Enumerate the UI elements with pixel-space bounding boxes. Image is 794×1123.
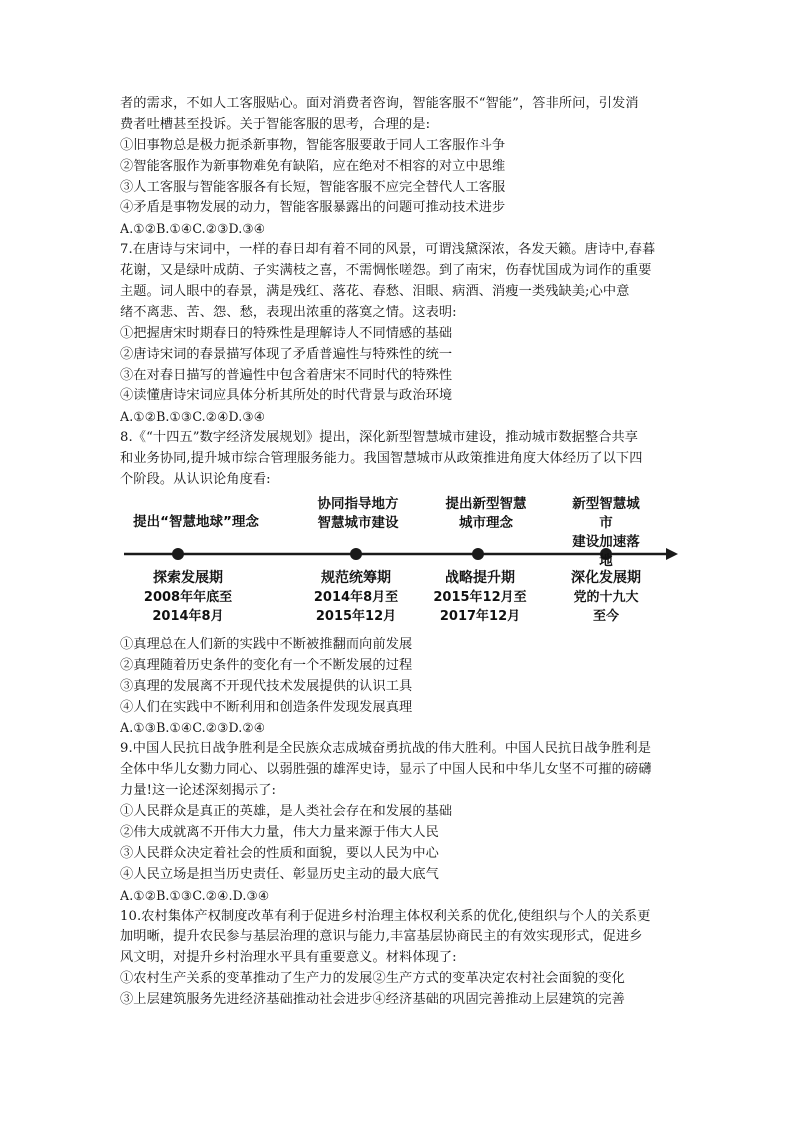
q8-option-3: ③真理的发展离不开现代技术发展提供的认识工具	[120, 678, 413, 694]
question-10	[120, 907, 680, 1011]
q9-answer-choices: A.①②B.①③C.②④.D.③④	[120, 887, 270, 903]
stage-2-date-line: 2014年8月至	[313, 589, 399, 605]
q10-options-row-1: ①农村生产关系的变革推动了生产力的发展②生产方式的变革决定农村社会面貌的变化	[120, 971, 625, 987]
timeline-stage-3-period	[433, 569, 526, 626]
stage-1-period-name: 探索发展期	[153, 569, 223, 586]
timeline-arrow-head	[666, 548, 678, 560]
q6-option-4: ④矛盾是事物发展的动力，智能客服暴露出的问题可推动技术进步	[120, 200, 506, 216]
q9-option-3: ③人民群众决定着社会的性质和面貌，要以人民为中心	[120, 845, 439, 861]
q9-stem-line: 9.中国人民抗日战争胜利是全民族众志成城奋勇抗战的伟大胜利。中国人民抗日战争胜利是	[120, 741, 651, 757]
q8-option-2: ②真理随着历史条件的变化有一个不断发展的过程	[120, 657, 413, 673]
question-6-continuation	[120, 94, 680, 240]
page-content	[120, 94, 680, 1011]
q6-line: 费者吐槽甚至投诉。关于智能客服的思考，合理的是:	[120, 116, 431, 132]
q7-option-1: ①把握唐宋时期春日的特殊性是理解诗人不同情感的基础	[120, 325, 453, 341]
q8-stem-line: 个阶段。从认识论角度看:	[120, 472, 271, 488]
q7-option-4: ④读懂唐诗宋词应具体分析其所处的时代背景与政治环境	[120, 388, 453, 404]
q6-option-2: ②智能客服作为新事物难免有缺陷，应在绝对不相容的对立中思维	[120, 158, 506, 174]
stage-2-event-line: 智慧城市建设	[317, 514, 399, 531]
q8-stem-line: 和业务协同,提升城市综合管理服务能力。我国智慧城市从政策推进角度大体经历了以下四	[120, 451, 643, 467]
stage-4-event-line: 新型智慧城市	[572, 495, 640, 531]
question-7	[120, 240, 680, 428]
q9-stem-line: 力量!这一论述深刻揭示了:	[120, 783, 277, 799]
stage-1-date-line: 2008年年底至	[143, 589, 233, 605]
q7-answer-choices: A.①②B.①③C.②④D.③④	[120, 409, 266, 425]
stage-4-period-name: 深化发展期	[571, 569, 641, 586]
stage-3-date-line: 2015年12月至	[433, 589, 527, 605]
stage-2-date-line: 2015年12月	[315, 608, 397, 624]
q8-stem-line: 8.《“十四五”数字经济发展规划》提出，深化新型智慧城市建设，推动城市数据整合共享	[120, 430, 639, 446]
q9-option-4: ④人民立场是担当历史责任、彰显历史主动的最大底气	[120, 866, 439, 882]
stage-3-period-name: 战略提升期	[445, 569, 515, 586]
q6-option-1: ①旧事物总是极力扼杀新事物，智能客服要敢于同人工客服作斗争	[120, 137, 506, 153]
timeline-stage-4-period	[569, 569, 643, 626]
timeline-stage-4-event	[569, 495, 643, 571]
smart-city-timeline	[120, 493, 680, 631]
timeline-stage-3-event	[446, 495, 527, 533]
q7-stem-line: 7.在唐诗与宋词中，一样的春日却有着不同的风景，可谓浅黛深浓，各发天籁。唐诗中,春暮	[120, 242, 656, 258]
stage-1-event-line: 提出“智慧地球”理念	[133, 513, 259, 530]
q10-stem-line: 10.农村集体产权制度改革有利于促进乡村治理主体权利关系的优化,使组织与个人的关系更	[120, 908, 651, 924]
stage-4-date-line: 党的十九大至今	[573, 589, 639, 624]
timeline-stage-1-event	[133, 513, 259, 532]
timeline-node-1	[172, 548, 184, 560]
stage-2-period-name: 规范统筹期	[320, 569, 391, 586]
q7-option-2: ②唐诗宋词的春景描写体现了矛盾普遍性与特殊性的统一	[120, 346, 453, 362]
stage-4-event-line: 建设加速落地	[572, 533, 640, 569]
q10-options-row-2: ③上层建筑服务先进经济基础推动社会进步④经济基础的巩固完善推动上层建筑的完善	[120, 992, 625, 1008]
q8-option-1: ①真理总在人们新的实践中不断被推翻而向前发展	[120, 636, 413, 652]
q6-line: 者的需求，不如人工客服贴心。面对消费者咨询，智能客服不“智能”，答非所问，引发消	[120, 96, 639, 111]
timeline-stage-2-period	[314, 569, 398, 626]
q9-stem-line: 全体中华儿女勠力同心、以弱胜强的雄浑史诗，显示了中国人民和中华儿女坚不可摧的磅礴	[120, 762, 652, 778]
question-9	[120, 739, 680, 906]
q7-option-3: ③在对春日描写的普遍性中包含着唐宋不同时代的特殊性	[120, 367, 453, 383]
stage-3-date-line: 2017年12月	[439, 608, 521, 624]
q9-option-1: ①人民群众是真正的英雄，是人类社会存在和发展的基础	[120, 804, 453, 820]
q8-option-4: ④人们在实践中不断利用和创造条件发现发展真理	[120, 699, 413, 715]
q10-stem-line: 风文明，对提升乡村治理水平具有重要意义。材料体现了:	[120, 950, 457, 966]
q6-answer-choices: A.①②B.①④C.②③D.③④	[120, 221, 266, 237]
timeline-node-3	[472, 548, 484, 560]
q7-stem-line: 主题。词人眼中的春景，满是残红、落花、春愁、泪眼、病酒、消瘦一类残缺美;心中意	[120, 284, 630, 300]
timeline-node-2	[350, 548, 362, 560]
timeline-stage-2-event	[318, 495, 399, 533]
stage-2-event-line: 协同指导地方	[317, 495, 399, 512]
q6-option-3: ③人工客服与智能客服各有长短，智能客服不应完全替代人工客服	[120, 179, 506, 195]
q7-stem-line: 花谢，又是绿叶成荫、子实满枝之喜，不需惆怅嗟怨。到了南宋，伤春忧国成为词作的重要	[120, 263, 652, 279]
q8-answer-choices: A.①③B.①④C.②③D.②④	[120, 720, 266, 736]
q9-option-2: ②伟大成就离不开伟大力量，伟大力量来源于伟大人民	[120, 824, 439, 840]
question-8	[120, 428, 680, 739]
timeline-stage-1-period	[144, 569, 232, 626]
q7-stem-line: 绪不离悲、苦、怨、愁，表现出浓重的落寞之情。这表明:	[120, 304, 457, 320]
stage-3-event-line: 提出新型智慧	[445, 495, 527, 512]
q10-stem-line: 加明晰，提升农民参与基层治理的意识与能力,丰富基层协商民主的有效实现形式，促进乡	[120, 929, 643, 945]
stage-1-date-line: 2014年8月	[152, 608, 224, 624]
stage-3-event-line: 城市理念	[459, 514, 513, 531]
